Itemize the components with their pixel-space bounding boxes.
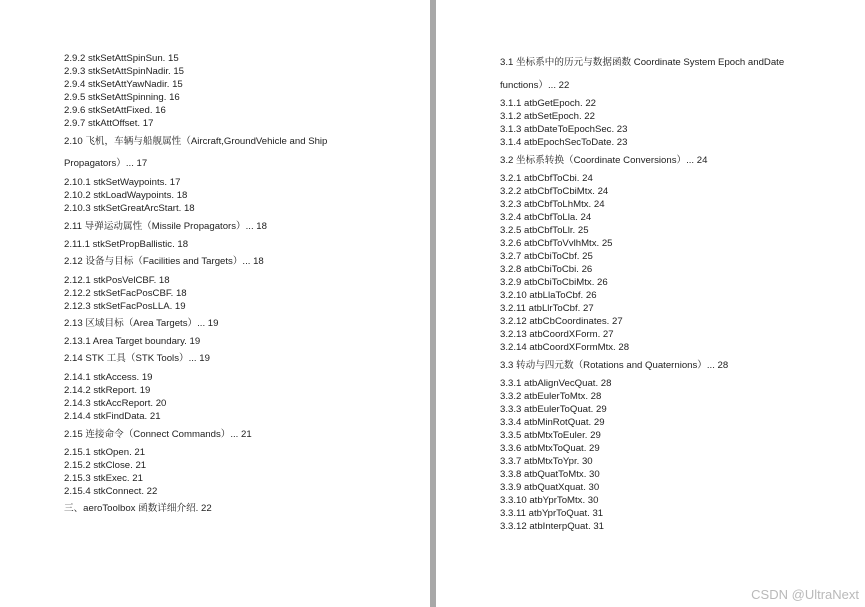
toc-entry[interactable]: 3.3.1 atbAlignVecQuat. 28 [500,378,612,389]
toc-entry[interactable]: 2.10.1 stkSetWaypoints. 17 [64,177,181,188]
toc-heading[interactable]: 2.11 导弹运动属性（Missile Propagators）... 18 [64,221,267,232]
toc-entry[interactable]: 2.12.2 stkSetFacPosCBF. 18 [64,288,187,299]
toc-entry[interactable]: 3.1.2 atbSetEpoch. 22 [500,111,595,122]
toc-entry[interactable]: 2.14.1 stkAccess. 19 [64,372,153,383]
toc-entry[interactable]: 2.14.2 stkReport. 19 [64,385,151,396]
toc-entry[interactable]: 3.2.1 atbCbfToCbi. 24 [500,173,593,184]
toc-entry[interactable]: 3.3.12 atbInterpQuat. 31 [500,521,605,532]
toc-entry[interactable]: 3.2.9 atbCbiToCbiMtx. 26 [500,277,608,288]
toc-entry[interactable]: 3.2.7 atbCbiToCbf. 25 [500,251,593,262]
toc-entry[interactable]: 3.2.12 atbCbCoordinates. 27 [500,316,623,327]
toc-entry[interactable]: 2.10.3 stkSetGreatArcStart. 18 [64,203,195,214]
toc-entry[interactable]: 3.3.7 atbMtxToYpr. 30 [500,456,593,467]
toc-entry[interactable]: 2.10.2 stkLoadWaypoints. 18 [64,190,188,201]
toc-entry[interactable]: 2.12.3 stkSetFacPosLLA. 19 [64,301,186,312]
toc-entry[interactable]: 3.2.3 atbCbfToLhMtx. 24 [500,199,605,210]
toc-heading[interactable]: 3.1 坐标系中的历元与数据函数 Coordinate System Epoch andDate [500,57,785,68]
toc-entry[interactable]: 2.14.3 stkAccReport. 20 [64,398,167,409]
toc-entry[interactable]: 3.3.8 atbQuatToMtx. 30 [500,469,600,480]
toc-entry[interactable]: 3.1.4 atbEpochSecToDate. 23 [500,137,628,148]
toc-heading-continuation[interactable]: functions）... 22 [500,80,570,91]
toc-entry[interactable]: 3.2.6 atbCbfToVvlhMtx. 25 [500,238,613,249]
toc-entry[interactable]: 2.9.7 stkAttOffset. 17 [64,118,154,129]
toc-entry[interactable]: 2.9.5 stkSetAttSpinning. 16 [64,92,180,103]
toc-heading[interactable]: 2.10 飞机，车辆与船舰属性（Aircraft,GroundVehicle and Ship [64,136,328,147]
toc-entry[interactable]: 2.15.3 stkExec. 21 [64,473,143,484]
toc-heading[interactable]: 2.15 连接命令（Connect Commands）... 21 [64,429,252,440]
toc-entry[interactable]: 3.2.2 atbCbfToCbiMtx. 24 [500,186,609,197]
toc-entry[interactable]: 3.3.6 atbMtxToQuat. 29 [500,443,600,454]
toc-entry[interactable]: 3.3.3 atbEulerToQuat. 29 [500,404,607,415]
toc-entry[interactable]: 3.3.9 atbQuatXquat. 30 [500,482,600,493]
toc-entry[interactable]: 2.12.1 stkPosVelCBF. 18 [64,275,170,286]
toc-entry[interactable]: 3.3.4 atbMinRotQuat. 29 [500,417,605,428]
toc-entry[interactable]: 2.11.1 stkSetPropBallistic. 18 [64,239,189,250]
toc-entry[interactable]: 3.3.2 atbEulerToMtx. 28 [500,391,602,402]
toc-heading-continuation[interactable]: Propagators）... 17 [64,158,148,169]
right-page [436,0,865,607]
toc-heading[interactable]: 2.14 STK 工具（STK Tools）... 19 [64,353,210,364]
left-page [0,0,430,607]
toc-entry[interactable]: 3.3.11 atbYprToQuat. 31 [500,508,604,519]
toc-entry[interactable]: 3.2.14 atbCoordXFormMtx. 28 [500,342,630,353]
toc-entry[interactable]: 2.13.1 Area Target boundary. 19 [64,336,201,347]
toc-entry[interactable]: 3.3.5 atbMtxToEuler. 29 [500,430,601,441]
toc-entry[interactable]: 3.1.1 atbGetEpoch. 22 [500,98,597,109]
toc-entry[interactable]: 3.2.13 atbCoordXForm. 27 [500,329,614,340]
toc-heading[interactable]: 2.12 设备与目标（Facilities and Targets）... 18 [64,256,264,267]
toc-entry[interactable]: 2.9.2 stkSetAttSpinSun. 15 [64,53,179,64]
toc-entry[interactable]: 3.3.10 atbYprToMtx. 30 [500,495,599,506]
toc-heading[interactable]: 3.3 转动与四元数（Rotations and Quaternions）... 28 [500,360,729,371]
csdn-watermark: CSDN @UltraNext [751,587,859,602]
toc-entry[interactable]: 3.2.5 atbCbfToLlr. 25 [500,225,589,236]
toc-entry[interactable]: 2.15.1 stkOpen. 21 [64,447,146,458]
toc-heading[interactable]: 2.13 区域目标（Area Targets）... 19 [64,318,219,329]
toc-entry[interactable]: 2.9.4 stkSetAttYawNadir. 15 [64,79,183,90]
toc-entry[interactable]: 2.15.2 stkClose. 21 [64,460,147,471]
toc-entry[interactable]: 2.9.6 stkSetAttFixed. 16 [64,105,166,116]
toc-entry[interactable]: 2.9.3 stkSetAttSpinNadir. 15 [64,66,184,77]
toc-heading[interactable]: 三、aeroToolbox 函数详细介绍. 22 [64,503,212,514]
toc-entry[interactable]: 2.14.4 stkFindData. 21 [64,411,161,422]
toc-entry[interactable]: 3.2.10 atbLlaToCbf. 26 [500,290,597,301]
toc-entry[interactable]: 3.1.3 atbDateToEpochSec. 23 [500,124,628,135]
toc-heading[interactable]: 3.2 坐标系转换（Coordinate Conversions）... 24 [500,155,708,166]
toc-entry[interactable]: 3.2.4 atbCbfToLla. 24 [500,212,592,223]
toc-entry[interactable]: 3.2.8 atbCbiToCbi. 26 [500,264,593,275]
toc-entry[interactable]: 2.15.4 stkConnect. 22 [64,486,158,497]
toc-entry[interactable]: 3.2.11 atbLlrToCbf. 27 [500,303,594,314]
